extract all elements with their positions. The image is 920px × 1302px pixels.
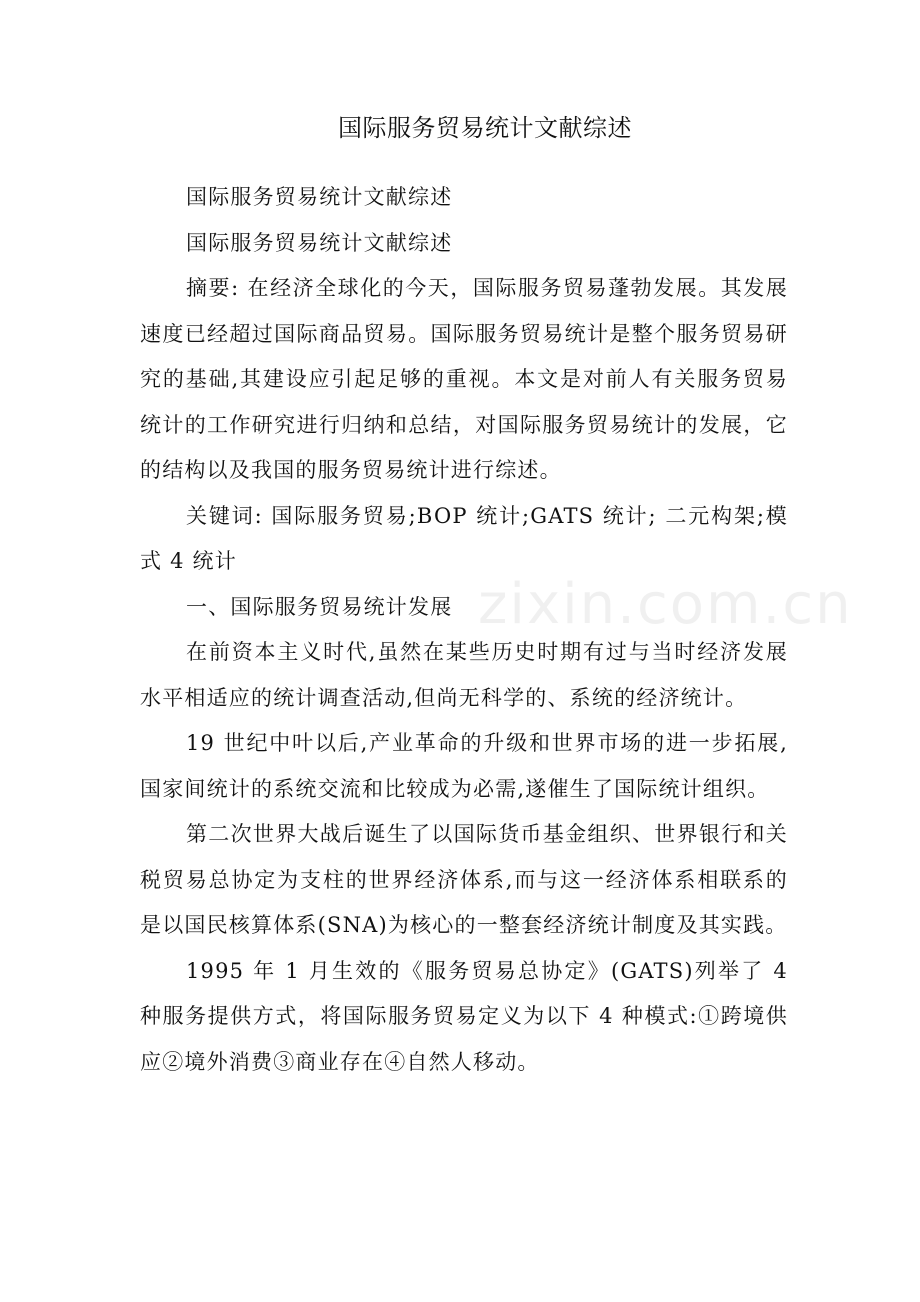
abstract-paragraph: 摘要: 在经济全球化的今天，国际服务贸易蓬勃发展。其发展速度已经超过国际商品贸易。国际服务贸易统计是整个服务贸易研究的基础,其建设应引起足够的重视。本文是对前人有关服务贸易统计的工作研究进行归纳和总结，对国际服务贸易统计的发展，它的结构以及我国的服务贸易统计进行综述。 [140, 276, 788, 482]
body-paragraph: 1995 年 1 月生效的《服务贸易总协定》(GATS)列举了 4 种服务提供方式，将国际服务贸易定义为以下 4 种模式:①跨境供应②境外消费③商业存在④自然人移动。 [140, 958, 788, 1074]
document-body [140, 175, 788, 1085]
document-title: 国际服务贸易统计文献综述 [338, 114, 632, 142]
subtitle-paragraph: 国际服务贸易统计文献综述 [186, 230, 453, 255]
subtitle-paragraph: 国际服务贸易统计文献综述 [186, 185, 453, 209]
watermark: zixin.com.cn [478, 572, 853, 637]
body-paragraph: 19 世纪中叶以后,产业革命的升级和世界市场的进一步拓展,国家间统计的系统交流和比较成为必需,遂催生了国际统计组织。 [140, 731, 788, 801]
keywords-paragraph: 关键词: 国际服务贸易;BOP 统计;GATS 统计; 二元构架;模式 4 统计 [140, 503, 788, 573]
body-paragraph: 在前资本主义时代,虽然在某些历史时期有过与当时经济发展水平相适应的统计调查活动,但尚无科学的、系统的经济统计。 [140, 640, 788, 710]
section-heading: 一、国际服务贸易统计发展 [186, 594, 453, 619]
body-paragraph: 第二次世界大战后诞生了以国际货币基金组织、世界银行和关税贸易总协定为支柱的世界经济体系,而与这一经济体系相联系的是以国民核算体系(SNA)为核心的一整套经济统计制度及其实践。 [140, 822, 788, 937]
